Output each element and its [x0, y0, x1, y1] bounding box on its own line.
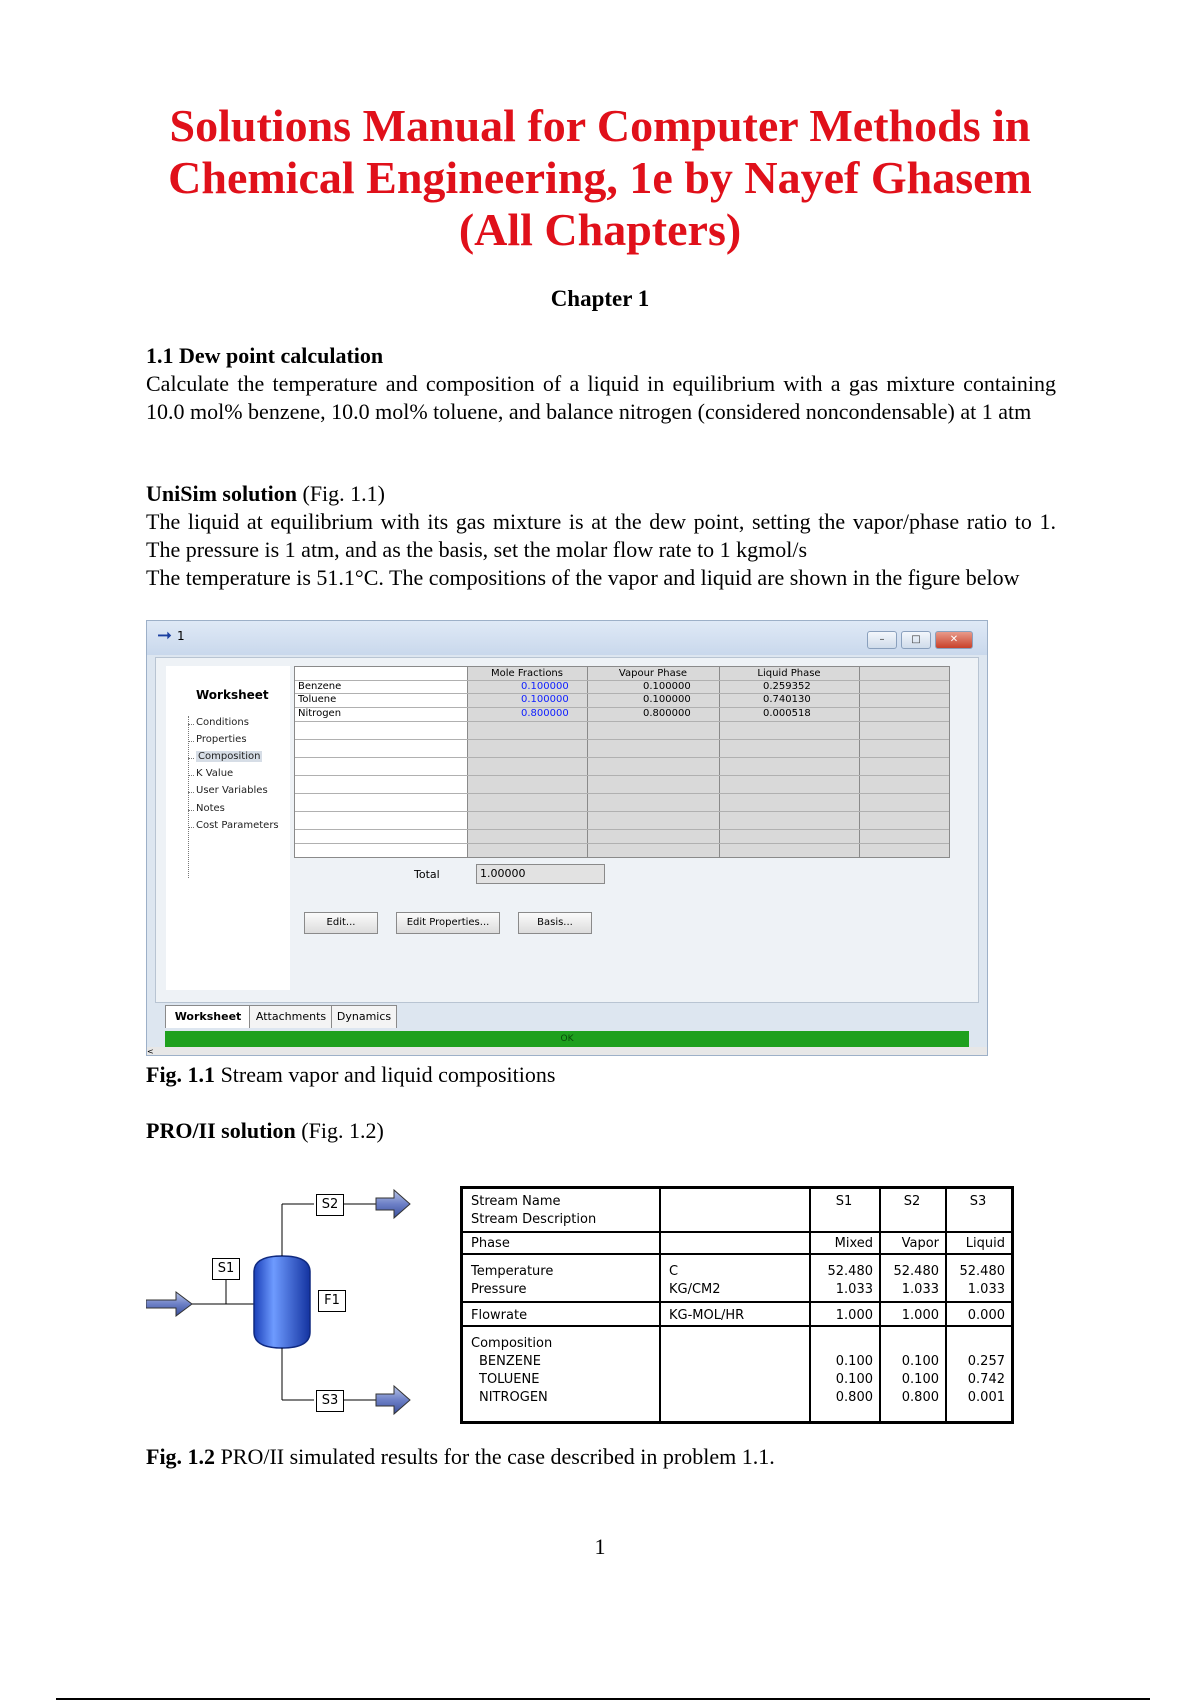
mole-fraction-cell[interactable]: 0.100000 — [521, 681, 569, 692]
unit-label-f1[interactable]: F1 — [318, 1290, 346, 1312]
label-pressure: Pressure — [471, 1282, 527, 1297]
header-vapour-phase: Vapour Phase — [618, 668, 688, 679]
grid-row-line — [295, 680, 949, 681]
figure-1-caption — [146, 1062, 555, 1088]
liquid-phase-cell: 0.000518 — [763, 708, 811, 719]
component-nitrogen: Nitrogen — [298, 708, 342, 719]
proii-heading-ref: (Fig. 1.2) — [295, 1118, 384, 1143]
unisim-paragraph-2: The temperature is 51.1°C. The compositions of the vapor and liquid are shown in the figure below — [146, 565, 1020, 590]
mole-fraction-cell[interactable]: 0.800000 — [521, 708, 569, 719]
feed-arrow-icon — [146, 1292, 192, 1316]
scroll-left-arrow-icon[interactable]: < — [147, 1047, 154, 1056]
page-number: 1 — [594, 1534, 606, 1559]
stream-s2-phase: Vapor — [901, 1236, 939, 1251]
liquid-phase-cell: 0.259352 — [763, 681, 811, 692]
stream-s2-nitrogen: 0.800 — [901, 1390, 939, 1405]
figure-1-label: Fig. 1.1 — [146, 1062, 216, 1087]
chapter-heading: Chapter 1 — [550, 286, 650, 311]
flash-vessel-icon — [254, 1256, 310, 1348]
header-liquid-phase: Liquid Phase — [757, 668, 821, 679]
component-toluene: Toluene — [298, 694, 337, 705]
grid-row-line — [295, 793, 949, 794]
section-body: Calculate the temperature and composition of a liquid in equilibrium with a gas mixture containing 10.0 mol% benzene, 10.0 mol% toluene, and balance nitrogen (considered noncondensable) at 1 atm — [146, 371, 1056, 424]
table-col-line — [659, 1189, 661, 1421]
header-mole-fractions: Mole Fractions — [491, 668, 563, 679]
liquid-phase-cell: 0.740130 — [763, 694, 811, 705]
figure-1-text: Stream vapor and liquid compositions — [215, 1062, 556, 1087]
nav-item-cost-parameters[interactable]: Cost Parameters — [196, 820, 279, 831]
title-line-3: (All Chapters) — [458, 204, 742, 255]
stream-s3-benzene: 0.257 — [967, 1354, 1005, 1369]
stream-s3-toluene: 0.742 — [967, 1372, 1005, 1387]
label-toluene: TOLUENE — [479, 1372, 540, 1387]
grid-row-line — [295, 829, 949, 830]
title-line-2: Chemical Engineering, 1e by Nayef Ghasem — [168, 152, 1032, 203]
vapor-product-arrow-icon — [376, 1190, 410, 1218]
stream-label-s1[interactable]: S1 — [212, 1258, 240, 1280]
stream-s2-name: S2 — [903, 1194, 921, 1209]
unit-flowrate: KG-MOL/HR — [669, 1308, 745, 1323]
total-field: 1.00000 — [476, 864, 605, 884]
label-flowrate: Flowrate — [471, 1308, 528, 1323]
figure-2-text: PRO/II simulated results for the case described in problem 1.1. — [215, 1444, 775, 1469]
unit-temperature: C — [669, 1264, 679, 1279]
table-row-line — [463, 1325, 1011, 1327]
label-composition: Composition — [471, 1336, 553, 1351]
grid-row-line — [295, 757, 949, 758]
label-stream-name: Stream Name — [471, 1194, 561, 1209]
title-line-1: Solutions Manual for Computer Methods in — [169, 100, 1031, 151]
minimize-button[interactable]: – — [867, 631, 897, 649]
worksheet-nav — [166, 666, 290, 990]
unisim-heading-ref: (Fig. 1.1) — [297, 481, 385, 506]
nav-item-composition[interactable]: Composition — [198, 751, 261, 762]
grid-row-line — [295, 775, 949, 776]
stream-s1-name: S1 — [835, 1194, 853, 1209]
nav-heading: Worksheet — [196, 688, 269, 702]
nav-tick — [188, 724, 194, 725]
nav-item-properties[interactable]: Properties — [196, 734, 247, 745]
stream-s2-benzene: 0.100 — [901, 1354, 939, 1369]
grid-row-line — [295, 693, 949, 694]
unisim-paragraph-1: The liquid at equilibrium with its gas mixture is at the dew point, setting the vapor/phase ratio to 1. The pressure is 1 atm, and as the basis, set the molar flow rate to 1 kgmol/s — [146, 509, 1056, 562]
proii-heading — [146, 1118, 384, 1144]
stream-s2-flowrate: 1.000 — [901, 1308, 939, 1323]
nav-tick — [188, 758, 194, 759]
grid-row-line — [295, 811, 949, 812]
table-row-line — [463, 1253, 1011, 1255]
nav-tick — [188, 741, 194, 742]
grid-row-line — [295, 707, 949, 708]
stream-label-s2[interactable]: S2 — [316, 1194, 344, 1216]
tab-attachments[interactable]: Attachments — [249, 1005, 333, 1028]
label-benzene: BENZENE — [479, 1354, 541, 1369]
window-body — [155, 657, 979, 1003]
stream-s3-name: S3 — [969, 1194, 987, 1209]
nav-tick — [188, 827, 194, 828]
nav-item-k-value[interactable]: K Value — [196, 768, 234, 779]
component-benzene: Benzene — [298, 681, 342, 692]
window-title: 1 — [177, 629, 185, 643]
nav-tick — [188, 775, 194, 776]
grid-row-line — [295, 843, 949, 844]
stream-s2-toluene: 0.100 — [901, 1372, 939, 1387]
stream-s3-flowrate: 0.000 — [967, 1308, 1005, 1323]
table-row-line — [463, 1231, 1011, 1233]
label-temperature: Temperature — [471, 1264, 554, 1279]
composition-grid — [294, 666, 950, 858]
grid-row-line — [295, 721, 949, 722]
grid-row-line — [295, 739, 949, 740]
stream-s1-benzene: 0.100 — [835, 1354, 873, 1369]
stream-s2-temperature: 52.480 — [893, 1264, 939, 1279]
proii-stream-table — [460, 1186, 1014, 1424]
stream-s1-temperature: 52.480 — [827, 1264, 873, 1279]
nav-tick — [188, 810, 194, 811]
liquid-product-arrow-icon — [376, 1386, 410, 1414]
vapour-phase-cell: 0.100000 — [643, 694, 691, 705]
stream-s1-pressure: 1.033 — [835, 1282, 873, 1297]
nav-item-user-variables[interactable]: User Variables — [196, 785, 268, 796]
stream-arrow-icon: ➞ — [157, 625, 173, 646]
status-bar: OK — [165, 1031, 969, 1047]
stream-s1-toluene: 0.100 — [835, 1372, 873, 1387]
label-phase: Phase — [471, 1236, 510, 1251]
unisim-stream-window — [146, 620, 988, 1056]
label-nitrogen: NITROGEN — [479, 1390, 548, 1405]
stream-s3-phase: Liquid — [965, 1236, 1005, 1251]
stream-s1-phase: Mixed — [834, 1236, 873, 1251]
basis-button[interactable]: Basis... — [518, 912, 592, 934]
figure-2-caption — [146, 1444, 775, 1470]
horizontal-scrollbar[interactable] — [147, 1047, 987, 1055]
stream-label-s3[interactable]: S3 — [316, 1390, 344, 1412]
edit-properties-button[interactable]: Edit Properties... — [396, 912, 500, 934]
stream-s2-pressure: 1.033 — [901, 1282, 939, 1297]
table-row-line — [463, 1301, 1011, 1303]
document-title — [130, 100, 1070, 256]
stream-s3-temperature: 52.480 — [959, 1264, 1005, 1279]
stream-s1-flowrate: 1.000 — [835, 1308, 873, 1323]
edit-button[interactable]: Edit... — [304, 912, 378, 934]
stream-s3-nitrogen: 0.001 — [967, 1390, 1005, 1405]
section-heading: 1.1 Dew point calculation — [146, 343, 384, 368]
stream-s3-pressure: 1.033 — [967, 1282, 1005, 1297]
tab-worksheet[interactable]: Worksheet — [165, 1005, 251, 1028]
nav-item-notes[interactable]: Notes — [196, 803, 225, 814]
maximize-button[interactable]: □ — [901, 631, 931, 649]
unisim-heading-label: UniSim solution — [146, 481, 297, 506]
total-label: Total — [414, 868, 440, 881]
vapour-phase-cell: 0.100000 — [643, 681, 691, 692]
unit-pressure: KG/CM2 — [669, 1282, 721, 1297]
figure-2-label: Fig. 1.2 — [146, 1444, 216, 1469]
flowsheet-diagram — [146, 1180, 450, 1426]
nav-tick — [188, 792, 194, 793]
nav-item-conditions[interactable]: Conditions — [196, 717, 249, 728]
proii-heading-label: PRO/II solution — [146, 1118, 296, 1143]
tab-dynamics[interactable]: Dynamics — [331, 1005, 397, 1028]
label-stream-description: Stream Description — [471, 1212, 597, 1227]
mole-fraction-cell[interactable]: 0.100000 — [521, 694, 569, 705]
stream-s1-nitrogen: 0.800 — [835, 1390, 873, 1405]
vapour-phase-cell: 0.800000 — [643, 708, 691, 719]
close-button[interactable]: ✕ — [935, 631, 973, 649]
window-titlebar — [147, 621, 987, 655]
proii-flowsheet — [146, 1180, 450, 1426]
unisim-heading — [146, 480, 1056, 508]
